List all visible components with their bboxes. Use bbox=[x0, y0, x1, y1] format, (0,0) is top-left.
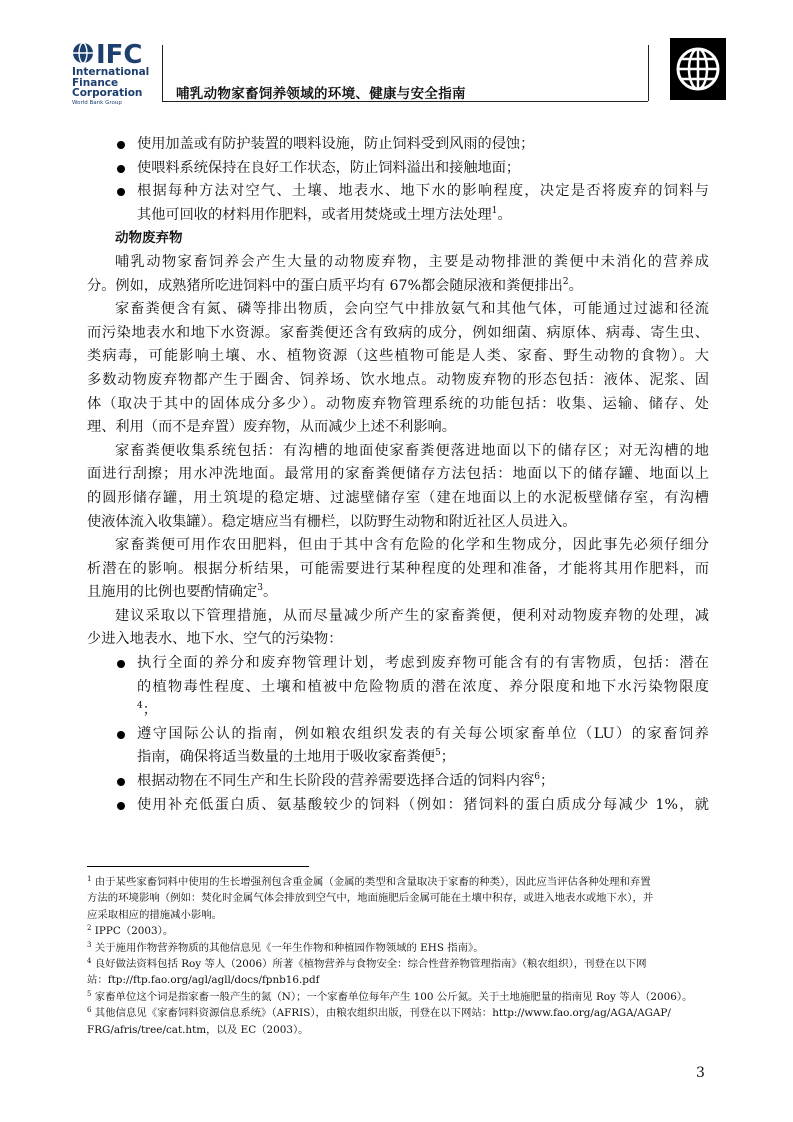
ifc-logo-mark bbox=[72, 40, 160, 66]
ifc-logo-name: International Finance Corporation bbox=[72, 66, 150, 99]
footnote-text: IPPC（2003）。 bbox=[91, 925, 174, 938]
footnote-rule bbox=[87, 866, 309, 867]
bullet-item bbox=[87, 180, 709, 204]
footnote-line bbox=[87, 972, 711, 988]
text-line bbox=[87, 416, 709, 440]
line-text: 多数动物废弃物都产生于圈舍、饲养场、饮水地点。动物废弃物的形态包括：液体、泥浆、固 bbox=[87, 371, 709, 388]
text-line bbox=[87, 275, 709, 299]
footnote-number: 6 bbox=[87, 1006, 92, 1015]
line-text: 且施用的比例也要酌情确定 bbox=[87, 584, 258, 601]
world-bank-logo bbox=[670, 38, 726, 100]
line-text: 使用补充低蛋白质、氨基酸较少的饲料（例如：猪饲料的蛋白质成分每减少 1%，就 bbox=[137, 796, 709, 813]
footnote-line bbox=[87, 989, 711, 1005]
line-text: 使喂料系统保持在良好工作状态，防止饲料溢出和接触地面； bbox=[137, 159, 521, 176]
footnote-text: FRG/afris/tree/cat.htm，以及 EC（2003）。 bbox=[87, 1023, 309, 1036]
text-line bbox=[87, 369, 709, 393]
footnote-ref: 6 bbox=[534, 772, 540, 783]
line-text: 建议采取以下管理措施，从而尽量减少所产生的家畜粪便，便利对动物废弃物的处理，减 bbox=[115, 607, 709, 624]
header-divider-left bbox=[162, 45, 163, 101]
footnote-number: 3 bbox=[87, 940, 92, 949]
line-suffix: ； bbox=[540, 773, 555, 790]
line-suffix: 。 bbox=[263, 584, 278, 601]
bullet-item bbox=[87, 133, 709, 157]
line-text: 执行全面的养分和废弃物管理计划，考虑到废弃物可能含有的有害物质，包括：潜在 bbox=[137, 655, 709, 672]
bullet-icon bbox=[117, 188, 125, 196]
text-line bbox=[87, 746, 709, 770]
text-line bbox=[87, 251, 709, 275]
line-text: 根据动物在不同生产和生长阶段的营养需要选择合适的饲料内容 bbox=[137, 773, 535, 790]
line-text: 的植物毒性程度、土壤和植被中危险物质的潜在浓度、养分限度和地下水污染物限度 bbox=[137, 678, 709, 695]
line-text: 面进行刮擦；用水冲洗地面。最常用的家畜粪便储存方法包括：地面以下的储存罐、地面以上 bbox=[87, 466, 709, 483]
text-line bbox=[87, 345, 709, 369]
text-line bbox=[87, 558, 709, 582]
bullet-item bbox=[87, 652, 709, 676]
section-heading bbox=[87, 227, 709, 251]
bullet-icon bbox=[117, 778, 125, 786]
line-suffix: 。 bbox=[568, 277, 583, 294]
footnote-text: 由于某些家畜饲料中使用的生长增强剂包含重金属（金属的类型和含量取决于家畜的种类），因此应当评估各种处理和弃置 bbox=[91, 876, 651, 888]
line-text: 的圆形储存罐，用土筑堤的稳定塘、过滤壁储存室（建在地面以上的水泥板壁储存室，有沟槽 bbox=[87, 489, 709, 506]
footnote-text: 方法的环境影响（例如：焚化时金属气体会排放到空气中，地面施肥后金属可能在土壤中积存，或进入地表水或地下水），并 bbox=[87, 892, 654, 905]
text-line bbox=[87, 298, 709, 322]
footnote-ref: 3 bbox=[257, 583, 263, 594]
line-text: 使液体流入收集罐）。稳定塘应当有栅栏，以防野生动物和附近社区人员进入。 bbox=[87, 513, 577, 530]
line-text: 使用加盖或有防护装置的喂料设施，防止饲料受到风雨的侵蚀； bbox=[137, 136, 535, 152]
line-text: 析潜在的影响。根据分析结果，可能需要进行某种程度的处理和准备，才能将其用作肥料，而 bbox=[87, 560, 709, 577]
header-divider-right bbox=[648, 45, 649, 101]
footnote-ref: 1 bbox=[491, 205, 498, 216]
line-text: 分。例如，成熟猪所吃进饲料中的蛋白质平均有 67%都会随尿液和粪便排出 bbox=[87, 277, 563, 294]
line-text: 遵守国际公认的指南，例如粮农组织发表的有关每公顷家畜单位（LU）的家畜饲养 bbox=[137, 725, 709, 742]
footnote-line bbox=[87, 874, 711, 890]
line-suffix: ； bbox=[142, 702, 157, 719]
footnote-ref: 4 bbox=[137, 701, 143, 712]
line-text: 指南，确保将适当数量的土地用于吸收家畜粪便 bbox=[137, 749, 435, 766]
footnotes bbox=[87, 874, 711, 1038]
line-text: 其他可回收的材料用作肥料，或者用焚烧或土埋方法处理 bbox=[137, 206, 492, 223]
bullet-item bbox=[87, 723, 709, 747]
footnote-text: 其他信息见《家畜饲料资源信息系统》（AFRIS），由粮农组织出版，刊登在以下网站：http://www.fao.org/ag/AGA/AGAP/ bbox=[91, 1007, 671, 1020]
ifc-logo-sub: World Bank Group bbox=[72, 100, 122, 106]
page-header bbox=[0, 0, 793, 115]
footnote-line bbox=[87, 1022, 711, 1038]
text-line bbox=[87, 440, 709, 464]
bullet-item bbox=[87, 157, 709, 181]
footnote-number: 5 bbox=[87, 989, 92, 998]
line-text: 而污染地表水和地下水资源。家畜粪便还含有致病的成分，例如细菌、病原体、病毒、寄生虫、 bbox=[87, 324, 709, 341]
bullet-icon bbox=[117, 141, 125, 149]
text-line bbox=[87, 204, 709, 228]
bullet-icon bbox=[117, 660, 125, 668]
text-line bbox=[87, 699, 709, 723]
line-text: 少进入地表水、地下水、空气的污染物： bbox=[87, 631, 343, 648]
line-suffix: 。 bbox=[497, 206, 512, 223]
bullet-item bbox=[87, 770, 709, 794]
body-text bbox=[87, 133, 709, 817]
line-text: 家畜粪便可用作农田肥料，但由于其中含有危险的化学和生物成分，因此事先必须仔细分 bbox=[115, 537, 709, 554]
text-line bbox=[87, 322, 709, 346]
footnote-ref: 5 bbox=[434, 748, 441, 759]
text-line bbox=[87, 393, 709, 417]
footnote-ref: 2 bbox=[562, 276, 569, 287]
line-text: 类病毒，可能影响土壤、水、植物资源（这些植物可能是人类、家畜、野生动物的食物）。大 bbox=[87, 348, 709, 365]
ifc-logo-text: IFC bbox=[96, 40, 143, 66]
line-text: 哺乳动物家畜饲养会产生大量的动物废弃物，主要是动物排泄的粪便中未消化的营养成 bbox=[115, 253, 709, 270]
line-text: 家畜粪便含有氮、磷等排出物质，会向空气中排放氨气和其他气体，可能通过过滤和径流 bbox=[115, 301, 709, 318]
footnote-text: 站：ftp://ftp.fao.org/agl/agll/docs/fpnb16.pdf bbox=[87, 974, 320, 987]
text-line bbox=[87, 605, 709, 629]
footnote-text: 良好做法资料包括 Roy 等人（2006）所著《植物营养与食物安全：综合性营养物管理指南》（粮农组织），刊登在以下网 bbox=[91, 957, 647, 970]
line-text: 理、利用（而不是弃置）废弃物，从而减少上述不利影响。 bbox=[87, 419, 456, 436]
footnote-text: 关于施用作物营养物质的其他信息见《一年生作物和种植园作物领域的 EHS 指南》。 bbox=[91, 941, 484, 954]
footnote-line bbox=[87, 890, 711, 906]
footnote-text: 家畜单位这个词是指家畜一般产生的氮（N）；一个家畜单位每年产生 100 公斤氮。关于土地施肥量的指南见 Roy 等人（2006）。 bbox=[91, 990, 693, 1003]
footnote-line bbox=[87, 907, 711, 923]
footnote-line bbox=[87, 956, 711, 972]
page-number: 3 bbox=[696, 1065, 705, 1081]
line-text: 动物废弃物 bbox=[115, 230, 183, 247]
footnote-number: 2 bbox=[87, 924, 92, 933]
footnote-text: 应采取相应的措施减小影响。 bbox=[87, 908, 223, 921]
bullet-icon bbox=[117, 165, 125, 173]
bullet-icon bbox=[117, 802, 125, 810]
ifc-logo bbox=[72, 40, 160, 110]
line-text: 体（取决于其中的固体成分多少）。动物废弃物管理系统的功能包括：收集、运输、储存、处 bbox=[87, 395, 709, 412]
text-line bbox=[87, 534, 709, 558]
line-text: 家畜粪便收集系统包括：有沟槽的地面使家畜粪便落进地面以下的储存区；对无沟槽的地 bbox=[115, 442, 709, 459]
globe-icon bbox=[670, 38, 726, 100]
text-line bbox=[87, 511, 709, 535]
footnote-line bbox=[87, 940, 711, 956]
line-suffix: ； bbox=[440, 749, 455, 766]
text-line bbox=[87, 628, 709, 652]
text-line bbox=[87, 463, 709, 487]
text-line bbox=[87, 581, 709, 605]
footnote-line bbox=[87, 923, 711, 939]
line-text: 根据每种方法对空气、土壤、地表水、地下水的影响程度，决定是否将废弃的饲料与 bbox=[137, 183, 709, 200]
document-title: 哺乳动物家畜饲养领域的环境、健康与安全指南 bbox=[176, 86, 466, 102]
text-line bbox=[87, 487, 709, 511]
text-line bbox=[87, 676, 709, 700]
footnote-line bbox=[87, 1005, 711, 1021]
bullet-item bbox=[87, 794, 709, 818]
bullet-icon bbox=[117, 731, 125, 739]
footnote-number: 1 bbox=[87, 875, 92, 883]
footnote-number: 4 bbox=[87, 956, 92, 965]
